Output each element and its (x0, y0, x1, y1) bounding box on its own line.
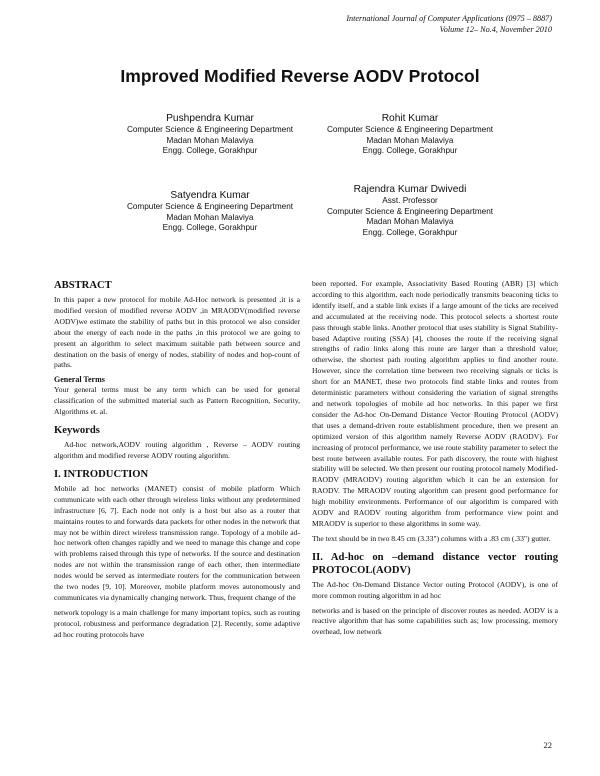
author-affiliation-line: Madan Mohan Malaviya (166, 212, 254, 222)
section-2-heading: II. Ad-hoc on –demand distance vector routing PROTOCOL(AODV) (312, 551, 558, 576)
author-affiliation-line: Computer Science & Engineering Department (126, 125, 294, 134)
author-affiliation-line: Madan Mohan Malaviya (366, 135, 454, 145)
author-affiliation-line: Madan Mohan Malaviya (366, 217, 454, 227)
author-block-4 (280, 183, 540, 238)
page-number: 22 (543, 740, 552, 750)
journal-name: International Journal of Computer Applications (0975 – 8887) (346, 14, 552, 23)
author-block-2 (280, 112, 540, 157)
introduction-heading: I. INTRODUCTION (54, 468, 149, 480)
author-affiliation-line: Engg. College, Gorakhpur (362, 146, 458, 156)
general-terms-heading: General Terms (54, 375, 105, 385)
author-name: Satyendra Kumar (170, 190, 250, 201)
paper-title: Improved Modified Reverse AODV Protocol (120, 66, 480, 86)
author-affiliation-line: Madan Mohan Malaviya (166, 135, 254, 145)
author-affiliation-line: Engg. College, Gorakhpur (162, 146, 258, 156)
general-terms-text: Your general terms must be any term which can be used for general classification of the submitted material such as Pattern Recognition, Security, Algorithms et. al. (54, 385, 300, 417)
author-affiliation-line: Computer Science & Engineering Department (326, 125, 494, 134)
introduction-paragraph-2: network topology is a main challenge for many important topics, such as routing protocol, robustness and performance degradation [2]. Recently, some adaptive ad hoc routing protocols have (54, 607, 300, 639)
keywords-text: Ad-hoc network,AODV routing algorithm , Reverse – AODV routing algorithm and modified reverse AODV routing algorithm. (54, 440, 300, 460)
abstract-text: In this paper a new protocol for mobile Ad-Hoc network is presented ,it is a modified version of modified reverse AODV ,in MRAODV(modified reverse AODV)we estimate the stability of paths but in this protocol we also consider about the energy of each node in the paths ,in this protocol we are going to present an algorithm to select maximum suitable path between source and destination on the basis of energy of nodes, stability of nodes and hop-count of paths. (54, 295, 300, 370)
keywords-heading: Keywords (54, 425, 100, 437)
left-column (54, 279, 300, 645)
section-2-paragraph-2: networks and is based on the principle of discover routes as needed. AODV is a reactive algorithm that has some capabilities such as; low processing, memory overhead, low network (312, 605, 558, 637)
body-paragraph: been reported. For example, Associativity Based Routing (ABR) [3] which according to this algorithm, each node periodically transmits beaconing ticks to identify itself, and a stable link exists if a large amount of the ticks are received and accumulated at the receiving node. This protocol selects a shortest route pass through stable links. Another protocol that uses stability is Signal Stability-based Adaptive routing (SSA) [4], chooses the route if the receiving signal strengths of radio links along this route are larger than a threshold value; otherwise, the shortest path routing algorithm applies to find another route. However, since the correlation time between two receiving signals or ticks is short for an MANET, these two protocols find stable links and routes from deterministic parameters without considering the variation of signal strengths and network topologies of mobile ad hoc networks. In this paper we first consider the Ad-hoc On-Demand Distance Vector Routing Protocol (AODV) that uses a demand-driven route establishment procedure, then we present an optimized version of this algorithm namely Reverse AODV (RAODV). For increasing of protocol performance, we use route stability parameter to select the best route between available routes. For path discovery, the route with highest stability will be selected. We then present our routing protocol namely Modified-RAODV (MRAODV) routing algorithm which it can be an extension for RAODV. The MRAODV routing algorithm can present good performance for high mobility environments. Performance of our algorithm is compared with AODV and RAODV routing algorithm from performance view point and MRAODV is superior to these algorithms in some way. (312, 279, 558, 528)
introduction-paragraph-1: Mobile ad hoc networks (MANET) consist of mobile platform Which communicate with each other through wireless links without any predetermined infrastructure [6, 7]. Each node not only is a host but also as a router that maintains routes to and forwards data packets for other nodes in the network that may not be within direct wireless transmission range. Topology of a mobile ad-hoc network often changes rapidly and we need to manage this change and cope with problems raised through this type of networks. If the source and destination nodes are not within the transmission range of each other, then intermediate nodes would be served as intermediate routers for the communication between the two nodes [9, 10]. Moreover, mobile platform moves autonomously and communicates via dynamically changing network. Thus, frequent change of the (54, 483, 300, 602)
author-affiliation-line: Computer Science & Engineering Department (126, 202, 294, 211)
journal-header (346, 14, 552, 35)
section-2-paragraph-1: The Ad-hoc On-Demand Distance Vector outing Protocol (AODV), is one of more common routing algorithm in ad hoc (312, 579, 558, 600)
right-column (312, 279, 558, 642)
journal-volume: Volume 12– No.4, November 2010 (439, 24, 552, 34)
author-affiliation-line: Engg. College, Gorakhpur (162, 223, 258, 233)
author-affiliation-line: Computer Science & Engineering Department (326, 206, 494, 216)
abstract-heading: ABSTRACT (54, 280, 112, 291)
author-name: Pushpendra Kumar (166, 113, 254, 124)
author-name: Rajendra Kumar Dwivedi (353, 184, 467, 195)
author-affiliation-line: Asst. Professor (382, 196, 438, 205)
author-affiliation-line: Engg. College, Gorakhpur (362, 227, 458, 237)
format-note-paragraph: The text should be in two 8.45 cm (3.33") columns with a .83 cm (.33") gutter. (312, 533, 551, 543)
author-name: Rohit Kumar (381, 113, 439, 124)
